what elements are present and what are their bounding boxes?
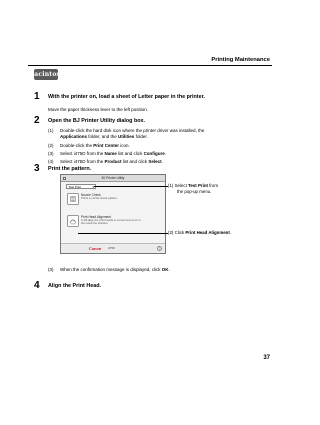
dialog-titlebar bbox=[61, 175, 165, 182]
step-2-item-1 bbox=[48, 128, 204, 141]
callout-2-leader-line bbox=[78, 233, 168, 234]
step-2-item-2 bbox=[48, 143, 130, 149]
function-popup-menu[interactable] bbox=[66, 184, 96, 189]
step-3-number: 3 bbox=[34, 163, 40, 174]
step-2-item-3 bbox=[48, 151, 166, 157]
item-number: (2) bbox=[48, 143, 54, 148]
item-text: Select i475D from the bbox=[60, 151, 105, 156]
configure-label: Configure bbox=[143, 151, 165, 156]
step-3-item-3 bbox=[48, 267, 170, 273]
test-print-label: Test Print bbox=[188, 183, 208, 188]
item-text: folder. bbox=[134, 134, 148, 140]
item-text: Double-click the bbox=[60, 143, 94, 148]
step-4-number: 4 bbox=[34, 280, 40, 291]
callout-number: (2) bbox=[168, 230, 174, 235]
item-number: (4) bbox=[48, 159, 54, 164]
ok-label: OK bbox=[161, 267, 169, 272]
callout-1-leader-line bbox=[92, 185, 168, 190]
item-text: icon. bbox=[119, 143, 130, 148]
printer-model-label: i475D bbox=[108, 247, 115, 250]
callout-text-part: Select bbox=[174, 183, 189, 188]
dialog-bottom-bar bbox=[61, 243, 165, 253]
help-button[interactable]: ? bbox=[158, 246, 161, 251]
canon-logo: Canon bbox=[89, 246, 102, 251]
item-text: folder, and the bbox=[87, 134, 119, 140]
item-number: (3) bbox=[48, 151, 54, 156]
header-rule bbox=[28, 65, 272, 66]
item-text: list and click bbox=[121, 159, 149, 164]
macintosh-badge bbox=[27, 69, 65, 80]
item-text: . bbox=[164, 151, 167, 156]
close-box-icon[interactable] bbox=[63, 177, 66, 180]
callout-1-text bbox=[168, 183, 218, 194]
nozzle-check-desc: Prints a nozzle check pattern. bbox=[81, 196, 118, 200]
callout-text-part: the pop-up menu. bbox=[177, 188, 212, 194]
callout-2-text bbox=[168, 230, 231, 236]
item-text: Double-click the hard disk icon where the printer driver was installed, the bbox=[60, 128, 205, 133]
page-header-title: Printing Maintenance bbox=[211, 57, 270, 63]
print-center-label: Print Center bbox=[93, 143, 120, 148]
callout-text-part: Click bbox=[174, 230, 186, 235]
dialog-title: BJ Printer Utility bbox=[101, 176, 125, 180]
macintosh-badge-label: Macintosh bbox=[27, 71, 65, 78]
callout-number: (1) bbox=[168, 183, 174, 188]
item-number: (1) bbox=[48, 128, 54, 133]
item-text: . bbox=[168, 267, 170, 272]
step-1-title: With the printer on, load a sheet of Letter paper in the printer. bbox=[48, 94, 205, 100]
item-number: (3) bbox=[48, 267, 54, 272]
step-3-title: Print the pattern. bbox=[48, 166, 92, 172]
print-head-alignment-desc: It will align the print heads to correct any error in the ruled line position. bbox=[81, 218, 141, 226]
step-2-title: Open the BJ Printer Utility dialog box. bbox=[48, 118, 146, 124]
step-1-description: Move the paper thickness lever to the left position. bbox=[48, 107, 149, 112]
name-list-label: Name bbox=[104, 151, 117, 156]
step-2-number: 2 bbox=[34, 115, 40, 126]
callout-text-part: . bbox=[229, 230, 232, 235]
popup-arrow-icon: ▾ bbox=[92, 185, 94, 190]
product-list-label: Product bbox=[104, 159, 122, 164]
nozzle-check-item[interactable] bbox=[66, 191, 162, 213]
print-head-alignment-title: Print Head Alignment bbox=[81, 215, 111, 219]
print-head-alignment-label: Print Head Alignment bbox=[185, 230, 230, 235]
step-4-title: Align the Print Head. bbox=[48, 283, 102, 289]
item-text: When the confirmation message is displayed, click bbox=[60, 267, 162, 272]
popup-value: Test Print bbox=[68, 185, 82, 189]
page-number: 37 bbox=[263, 355, 270, 361]
applications-folder-label: Applications bbox=[60, 134, 88, 140]
select-label: Select bbox=[148, 159, 162, 164]
item-text: . bbox=[161, 159, 163, 164]
step-1-number: 1 bbox=[34, 91, 40, 102]
step-2-item-4 bbox=[48, 159, 163, 165]
print-head-alignment-item[interactable] bbox=[66, 213, 162, 235]
item-text: Select i475D from the bbox=[60, 159, 105, 164]
nozzle-check-title: Nozzle Check bbox=[81, 193, 101, 197]
callout-text-part: from bbox=[207, 183, 218, 188]
item-text: list and click bbox=[116, 151, 144, 156]
print-head-alignment-icon[interactable] bbox=[67, 215, 79, 227]
utilities-folder-label: Utilities bbox=[118, 134, 135, 140]
nozzle-check-icon[interactable] bbox=[67, 193, 79, 205]
